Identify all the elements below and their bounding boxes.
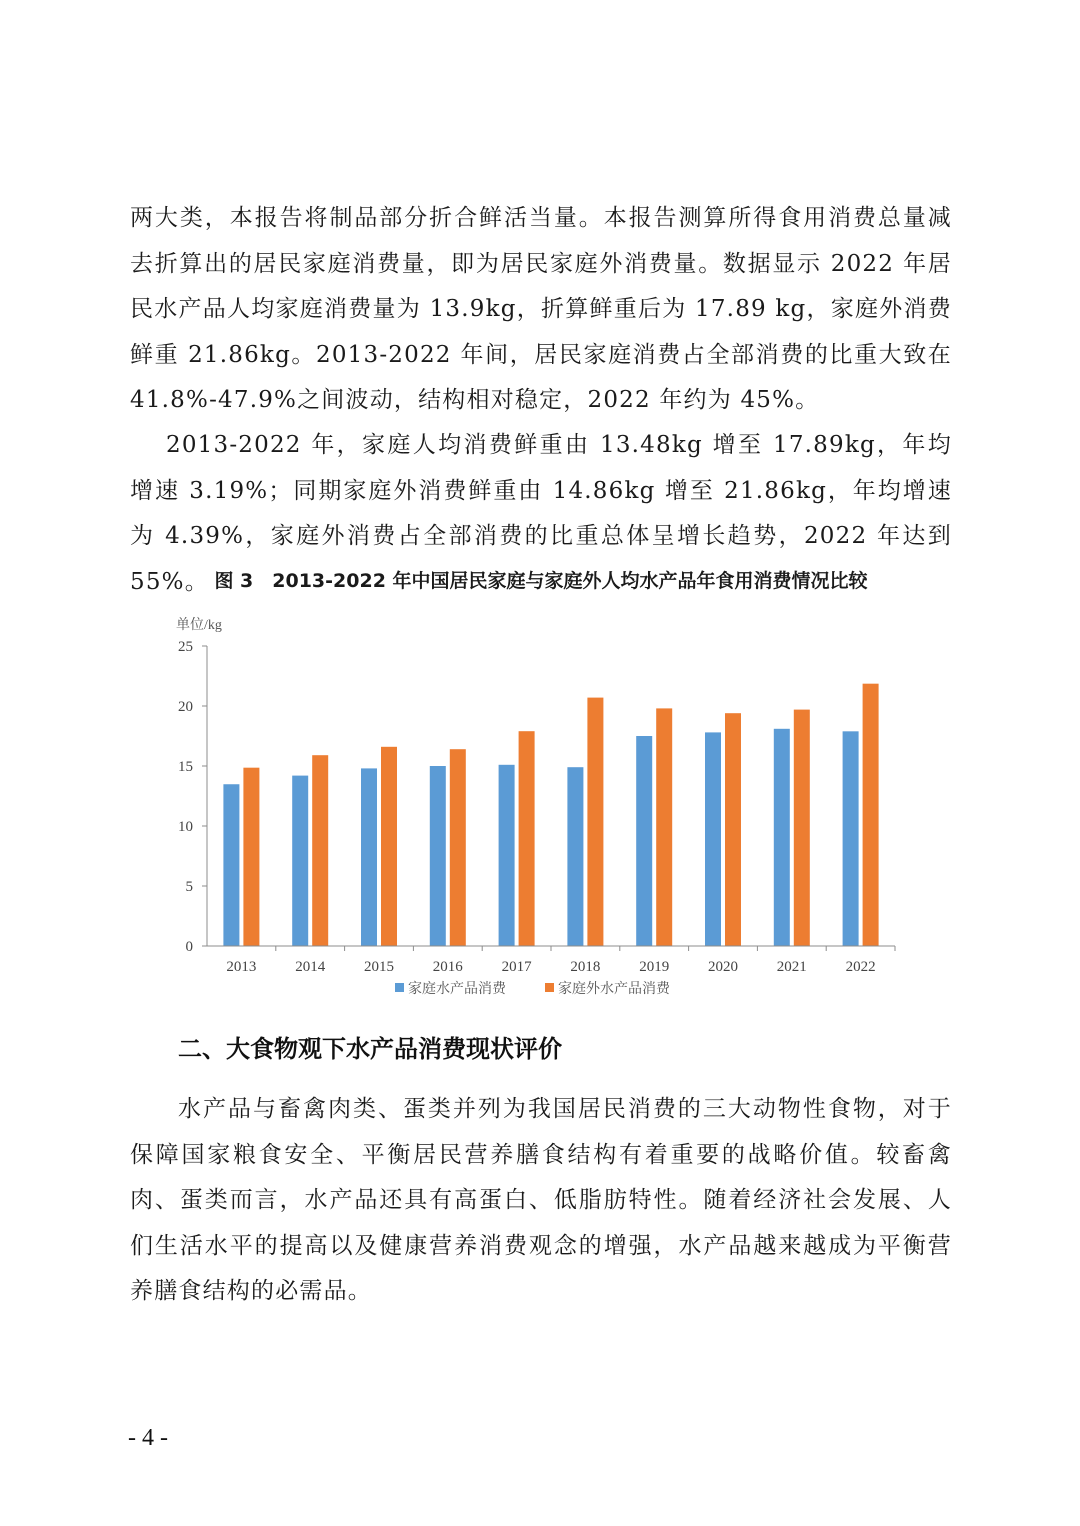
bar-outside-2013	[243, 768, 259, 946]
x-tick-label: 2014	[295, 959, 326, 975]
x-tick-label: 2020	[708, 959, 738, 975]
bar-chart	[160, 608, 920, 1018]
bar-household-2014	[292, 776, 308, 946]
x-tick-label: 2018	[570, 959, 601, 975]
legend-label: 家庭外水产品消费	[558, 981, 670, 997]
bar-outside-2018	[587, 698, 603, 946]
x-tick-label: 2021	[776, 959, 807, 975]
y-axis-label: 单位/kg	[176, 618, 222, 633]
x-tick-label: 2017	[501, 959, 532, 975]
legend-swatch	[545, 983, 554, 992]
body-paragraph-2: 2013-2022 年，家庭人均消费鲜重由 13.48kg 增至 17.89kg，年均增速 3.19%；同期家庭外消费鲜重由 14.86kg 增至 21.86kg，年均增速为 4.39%，家庭外消费占全部消费的比重总体呈增长趋势，2022 年达到 55%。	[130, 432, 952, 595]
y-tick-label: 15	[178, 759, 193, 775]
legend	[395, 980, 671, 997]
x-tick-label: 2022	[845, 959, 876, 975]
x-tick-label: 2016	[432, 959, 463, 975]
body-paragraph-3: 水产品与畜禽肉类、蛋类并列为我国居民消费的三大动物性食物，对于保障国家粮食安全、平衡居民营养膳食结构有着重要的战略价值。较畜禽肉、蛋类而言，水产品还具有高蛋白、低脂肪特性。随着经济社会发展、人们生活水平的提高以及健康营养消费观念的增强，水产品越来越成为平衡营养膳食结构的必需品。	[130, 1096, 952, 1304]
bar-household-2021	[774, 729, 790, 946]
bar-household-2019	[636, 736, 652, 946]
bar-outside-2016	[450, 749, 466, 946]
y-tick-label: 10	[178, 819, 193, 835]
bar-household-2016	[430, 766, 446, 946]
y-tick-label: 25	[178, 639, 193, 655]
x-tick-label: 2013	[226, 959, 257, 975]
bar-outside-2014	[312, 755, 328, 946]
y-tick-label: 20	[178, 699, 193, 715]
bar-outside-2022	[863, 684, 879, 946]
page-number: - 4 -	[128, 1425, 168, 1451]
legend-swatch	[395, 983, 404, 992]
bar-household-2015	[361, 768, 377, 946]
y-tick-label: 5	[185, 879, 193, 895]
y-axis	[178, 639, 207, 955]
body-paragraph-1: 两大类，本报告将制品部分折合鲜活当量。本报告测算所得食用消费总量减去折算出的居民家庭消费量，即为居民家庭外消费量。数据显示 2022 年居民水产品人均家庭消费量为 13.9kg，折算鲜重后为 17.89 kg，家庭外消费鲜重 21.86kg。2013-2022 年间，居民家庭消费占全部消费的比重大致在 41.8%-47.9%之间波动，结构相对稳定，2022 年约为 45%。	[130, 205, 952, 413]
section-heading: 二、大食物观下水产品消费现状评价	[178, 1035, 562, 1063]
bars	[223, 684, 878, 946]
x-axis	[207, 946, 895, 975]
bar-outside-2021	[794, 710, 810, 946]
x-tick-label: 2019	[639, 959, 670, 975]
bar-household-2018	[567, 767, 583, 946]
bar-outside-2015	[381, 747, 397, 946]
legend-label: 家庭水产品消费	[408, 981, 506, 997]
x-tick-label: 2015	[364, 959, 394, 975]
bar-household-2013	[223, 784, 239, 946]
figure-title: 图 3 2013-2022 年中国居民家庭与家庭外人均水产品年食用消费情况比较	[214, 570, 868, 592]
bar-household-2017	[499, 765, 515, 946]
bar-household-2020	[705, 732, 721, 946]
bar-household-2022	[843, 731, 859, 946]
bar-outside-2020	[725, 713, 741, 946]
y-tick-label: 0	[185, 939, 193, 955]
bar-outside-2019	[656, 708, 672, 946]
bar-outside-2017	[519, 731, 535, 946]
